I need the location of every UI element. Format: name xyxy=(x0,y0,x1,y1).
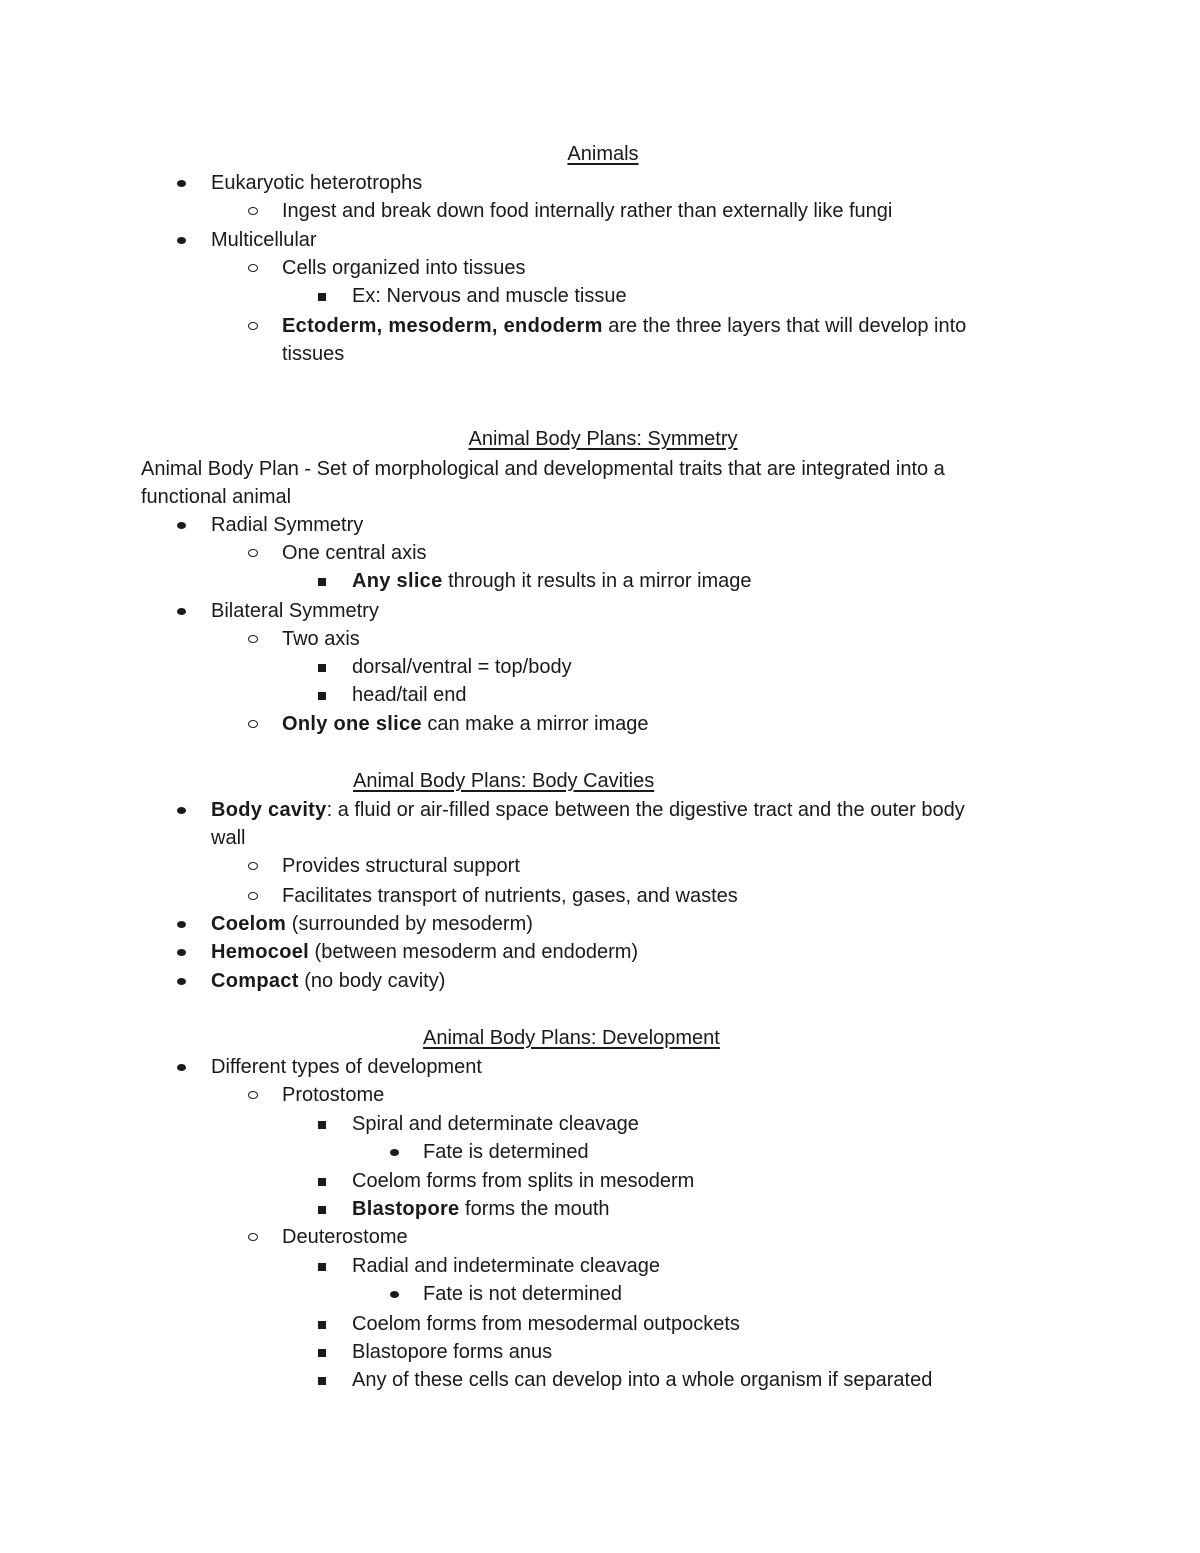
paragraph-text: Animal Body Plan - Set of morphological and developmental traits that are integrated into a xyxy=(141,458,945,480)
list-item-text: Ingest and break down food internally rather than externally like fungi xyxy=(282,200,893,222)
list-item-text: Eukaryotic heterotrophs xyxy=(211,172,423,194)
list-item-text xyxy=(211,796,965,824)
circle-bullet-icon xyxy=(248,322,258,330)
disc-bullet-icon xyxy=(177,608,186,615)
circle-bullet-icon xyxy=(248,635,258,643)
bold-term: Coelom xyxy=(211,913,287,935)
list-item-text: Provides structural support xyxy=(282,855,520,877)
list-item-text: One central axis xyxy=(282,542,427,564)
circle-bullet-icon xyxy=(248,207,258,215)
disc-bullet-icon xyxy=(390,1291,399,1298)
list-item-text xyxy=(282,710,649,738)
list-item-text-rest: (no body cavity) xyxy=(298,970,446,992)
bold-term: Ectoderm, mesoderm, endoderm xyxy=(282,315,603,337)
square-bullet-icon xyxy=(318,664,326,672)
bold-term: Hemocoel xyxy=(211,941,309,963)
list-item-text xyxy=(211,967,445,995)
list-item-text: Any of these cells can develop into a whole organism if separated xyxy=(352,1369,933,1391)
square-bullet-icon xyxy=(318,1377,326,1385)
disc-bullet-icon xyxy=(177,949,186,956)
list-item-text: Fate is determined xyxy=(423,1141,589,1163)
paragraph-text: functional animal xyxy=(141,486,292,508)
list-item-text: Multicellular xyxy=(211,229,317,251)
square-bullet-icon xyxy=(318,1263,326,1271)
circle-bullet-icon xyxy=(248,549,258,557)
list-item-text: dorsal/ventral = top/body xyxy=(352,656,572,678)
square-bullet-icon xyxy=(318,1349,326,1357)
list-item-text: Ex: Nervous and muscle tissue xyxy=(352,285,627,307)
list-item-text: Blastopore forms anus xyxy=(352,1341,553,1363)
list-item-text: Cells organized into tissues xyxy=(282,257,526,279)
square-bullet-icon xyxy=(318,1178,326,1186)
circle-bullet-icon xyxy=(248,1233,258,1241)
list-item-text xyxy=(211,938,638,966)
section-heading-symmetry: Animal Body Plans: Symmetry xyxy=(468,428,738,450)
disc-bullet-icon xyxy=(177,522,186,529)
list-item-text-rest: forms the mouth xyxy=(459,1198,610,1220)
list-item-text: Radial and indeterminate cleavage xyxy=(352,1255,660,1277)
bold-term: Body cavity xyxy=(211,799,327,821)
list-item-text: Coelom forms from mesodermal outpockets xyxy=(352,1313,740,1335)
disc-bullet-icon xyxy=(177,180,186,187)
section-heading-development: Animal Body Plans: Development xyxy=(423,1027,720,1049)
bold-term: Only one slice xyxy=(282,713,422,735)
list-item-text-rest: can make a mirror image xyxy=(421,713,649,735)
disc-bullet-icon xyxy=(390,1149,399,1156)
disc-bullet-icon xyxy=(177,978,186,985)
disc-bullet-icon xyxy=(177,1064,186,1071)
square-bullet-icon xyxy=(318,692,326,700)
list-item-text: Deuterostome xyxy=(282,1226,408,1248)
square-bullet-icon xyxy=(318,293,326,301)
circle-bullet-icon xyxy=(248,1091,258,1099)
list-item-text-rest: : a fluid or air-filled space between the digestive tract and the outer body xyxy=(326,799,965,821)
list-item-text-rest: (surrounded by mesoderm) xyxy=(286,913,533,935)
list-item-text: Spiral and determinate cleavage xyxy=(352,1113,639,1135)
list-item-text: Two axis xyxy=(282,628,360,650)
bold-term: Blastopore xyxy=(352,1198,460,1220)
list-item-text xyxy=(352,567,752,595)
square-bullet-icon xyxy=(318,1121,326,1129)
list-item-text: Bilateral Symmetry xyxy=(211,600,379,622)
list-item-text: tissues xyxy=(282,343,345,365)
circle-bullet-icon xyxy=(248,264,258,272)
list-item-text: Radial Symmetry xyxy=(211,514,364,536)
square-bullet-icon xyxy=(318,1206,326,1214)
list-item-text-rest: are the three layers that will develop into xyxy=(602,315,967,337)
list-item-text xyxy=(352,1195,610,1223)
list-item-text: Different types of development xyxy=(211,1056,482,1078)
disc-bullet-icon xyxy=(177,237,186,244)
circle-bullet-icon xyxy=(248,862,258,870)
list-item-text: Fate is not determined xyxy=(423,1283,622,1305)
circle-bullet-icon xyxy=(248,892,258,900)
section-heading-body-cavities: Animal Body Plans: Body Cavities xyxy=(353,770,655,792)
list-item-text xyxy=(282,312,966,340)
list-item-text xyxy=(211,910,533,938)
circle-bullet-icon xyxy=(248,720,258,728)
disc-bullet-icon xyxy=(177,807,186,814)
bold-term: Any slice xyxy=(352,570,443,592)
list-item-text: Coelom forms from splits in mesoderm xyxy=(352,1170,695,1192)
section-heading-animals: Animals xyxy=(567,143,639,165)
list-item-text: head/tail end xyxy=(352,684,467,706)
list-item-text: Protostome xyxy=(282,1084,385,1106)
list-item-text-rest: (between mesoderm and endoderm) xyxy=(309,941,639,963)
square-bullet-icon xyxy=(318,578,326,586)
bold-term: Compact xyxy=(211,970,299,992)
list-item-text: Facilitates transport of nutrients, gases, and wastes xyxy=(282,885,738,907)
list-item-text: wall xyxy=(211,827,246,849)
list-item-text-rest: through it results in a mirror image xyxy=(442,570,752,592)
square-bullet-icon xyxy=(318,1321,326,1329)
disc-bullet-icon xyxy=(177,921,186,928)
